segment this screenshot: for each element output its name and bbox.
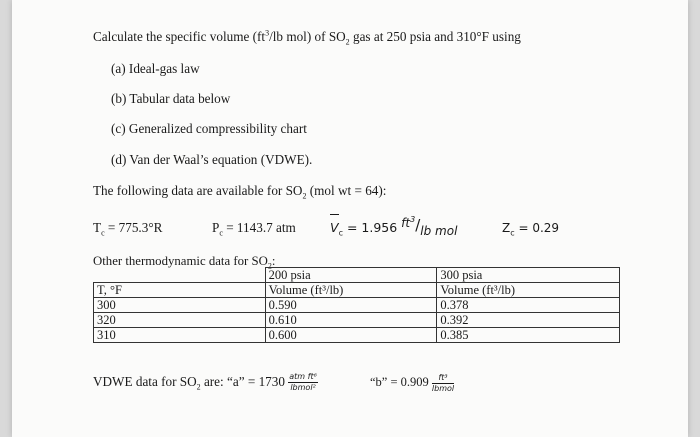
- table-cell-v200: 0.600: [265, 328, 437, 343]
- question-prompt: Calculate the specific volume ($ft^3/lb$ mol) of $SO_2$ gas at 250 psia and 310°F using: [93, 28, 521, 47]
- option-b: (b) Tabular data below: [111, 91, 231, 106]
- critical-temperature: $T_c = 775.3^\circ R$: [93, 220, 163, 238]
- vdwe-a-constant: VDWE data for $SO_2$ are: “a” = 1730 $\frac{\text{atm ft⁶}}{\text{lbmol²}}$: [93, 372, 317, 393]
- table-row: [94, 328, 620, 343]
- table-row: [94, 313, 620, 328]
- document-page: [12, 0, 688, 437]
- table-cell-v200: 0.590: [265, 298, 437, 313]
- table-cell-temp: 320: [94, 313, 266, 328]
- table-cell-v300: 0.385: [437, 328, 620, 343]
- table-cell-v200: 0.610: [265, 313, 437, 328]
- table-row: [94, 298, 620, 313]
- column-header-temp: T, °F: [94, 283, 266, 298]
- thermo-heading: Other thermodynamic data for $SO_2$:: [93, 254, 276, 271]
- critical-compressibility: $Z_c = 0.29$: [502, 221, 560, 238]
- thermo-data-table: [93, 267, 620, 343]
- column-header-volume-200: Volume (ft³/lb): [265, 283, 437, 298]
- available-data-text: The following data are available for $SO_2$ (mol wt = 64):: [93, 183, 387, 201]
- critical-pressure: $P_c = 1143.7$ atm: [212, 220, 296, 238]
- critical-volume: $V_c = 1.956$ $ft^3/lb$ mol: [330, 214, 457, 241]
- table-cell-temp: 300: [94, 298, 266, 313]
- vdwe-a-units: $\frac{\text{atm ft⁶}}{\text{lbmol²}}$: [289, 372, 317, 393]
- option-a: (a) Ideal-gas law: [111, 61, 200, 76]
- table-cell-v300: 0.392: [437, 313, 620, 328]
- option-c: (c) Generalized compressibility chart: [111, 121, 307, 136]
- table-cell-v300: 0.378: [437, 298, 620, 313]
- group-header-300: 300 psia: [437, 268, 620, 283]
- table-row: [94, 268, 620, 283]
- option-d: (d) Van der Waal’s equation (VDWE).: [111, 152, 313, 167]
- table-cell-temp: 310: [94, 328, 266, 343]
- vdwe-b-constant: “b” = 0.909 $\frac{\text{ft³}}{\text{lbmol}}$: [370, 372, 455, 393]
- group-header-200: 200 psia: [265, 268, 437, 283]
- table-row: [94, 283, 620, 298]
- column-header-volume-300: Volume (ft³/lb): [437, 283, 620, 298]
- vdwe-b-units: $\frac{\text{ft³}}{\text{lbmol}}$: [431, 372, 455, 393]
- table-empty-cell: [94, 268, 266, 283]
